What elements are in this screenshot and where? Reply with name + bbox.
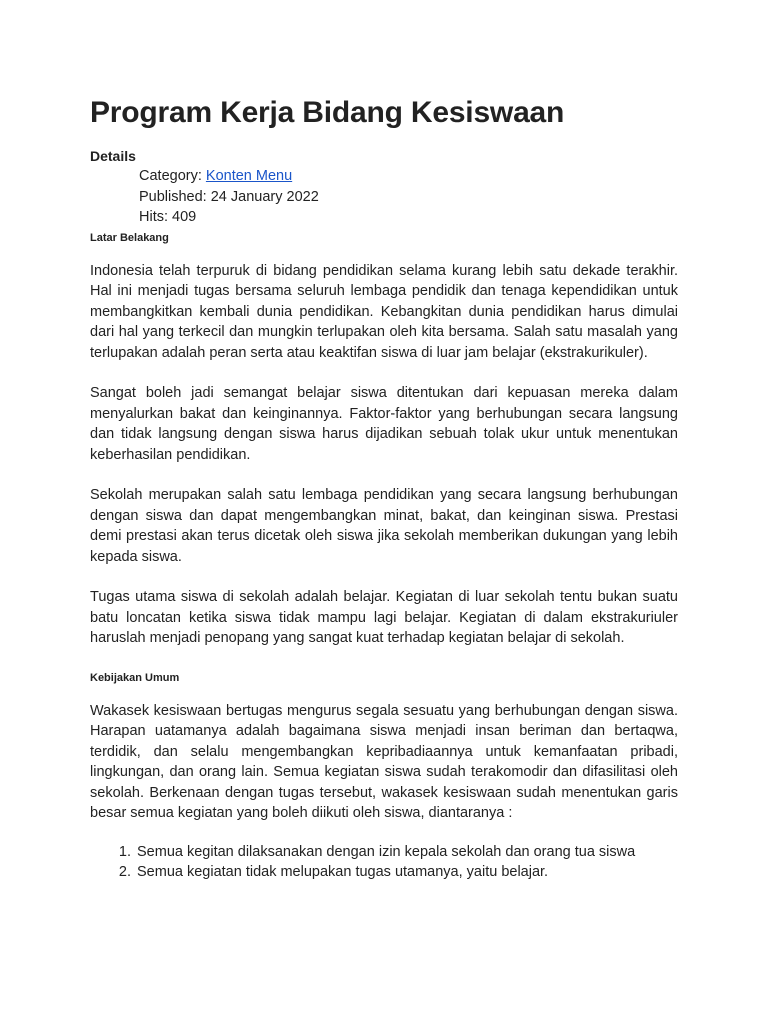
details-list	[90, 166, 678, 228]
list-item: 1. Semua kegitan dilaksanakan dengan izin kepala sekolah dan orang tua siswa	[135, 842, 678, 863]
paragraph: Tugas utama siswa di sekolah adalah belajar. Kegiatan di luar sekolah tentu bukan suatu batu loncatan ketika siswa tidak mampu lagi belajar. Kegiatan di dalam ekstrakuriuler haruslah menjadi penopang yang sangat kuat terhadap kegiatan belajar di sekolah.	[90, 589, 678, 646]
page-title: Program Kerja Bidang Kesiswaan	[90, 96, 565, 129]
paragraph: Sangat boleh jadi semangat belajar siswa ditentukan dari kepuasan mereka dalam menyalurkan bakat dan keinginannya. Faktor-faktor yang berhubungan secara langsung dan tidak langsung dengan siswa harus dijadikan sebuah tolak ukur untuk menentukan keberhasilan pendidikan.	[90, 385, 678, 463]
category-prefix: Category:	[139, 168, 206, 184]
category-link[interactable]: Konten Menu	[205, 168, 293, 184]
section-heading-latar-belakang: Latar Belakang	[90, 231, 169, 244]
article-details	[90, 146, 678, 228]
paragraph: Indonesia telah terpuruk di bidang pendidikan selama kurang lebih satu dekade terakhir. Hal ini menjadi tugas bersama seluruh lembaga pendidik dan tenaga kependidikan untuk membangkitkan kembali dunia pendidikan. Kebangkitan dunia pendidikan harus dimulai dari hal yang terkecil dan mungkin terlupakan oleh kita bersama. Salah satu masalah yang terlupakan adalah peran serta atau keaktifan siswa di luar jam belajar (ekstrakurikuler).	[90, 262, 678, 361]
policy-list	[90, 842, 678, 883]
paragraph: Wakasek kesiswaan bertugas mengurus segala sesuatu yang berhubungan dengan siswa. Harapan uatamanya adalah bagaimana siswa menjadi insan beriman dan bertaqwa, terdidik, dan selalu mengembangkan kepribadiaannya untuk kemanfaatan pribadi, lingkungan, dan orang lain. Semua kegiatan siswa sudah terakomodir dan difasilitasi oleh sekolah. Berkenaan dengan tugas tersebut, wakasek kesiswaan sudah menentukan garis besar semua kegiatan yang boleh diikuti oleh siswa, diantaranya :	[90, 702, 678, 821]
paragraph: Sekolah merupakan salah satu lembaga pendidikan yang secara langsung berhubungan dengan siswa dan dapat mengembangkan minat, bakat, dan keinginan siswa. Prestasi demi prestasi akan terus dicetak oleh siswa jika sekolah memberikan dukungan yang lebih kepada siswa.	[90, 487, 678, 565]
section-heading-kebijakan-umum: Kebijakan Umum	[90, 671, 180, 684]
list-item: 2. Semua kegiatan tidak melupakan tugas utamanya, yaitu belajar.	[135, 862, 678, 883]
details-category	[139, 166, 678, 187]
details-label: Details	[90, 148, 136, 164]
details-hits: Hits: 409	[139, 209, 197, 225]
details-published: Published: 24 January 2022	[139, 188, 319, 205]
